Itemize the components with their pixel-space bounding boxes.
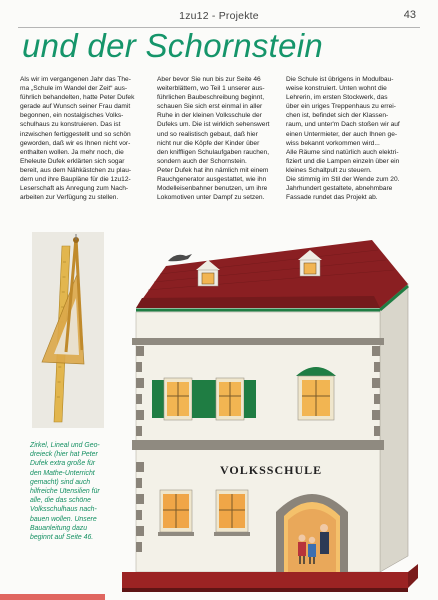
page-bottom-edge	[0, 594, 438, 600]
side-wall	[380, 284, 408, 572]
school-house-photo	[112, 226, 426, 596]
page-header-title: 1zu12 - Projekte	[179, 10, 259, 22]
ground-window-right	[214, 490, 250, 536]
text-column-1	[20, 75, 148, 202]
text-column-3	[286, 75, 414, 202]
middle-cornice	[132, 440, 384, 450]
photo-caption: Zirkel, Lineal und Geo- dreieck (hier hat Peter Dufek extra große für den Mathe-Unterricht gemacht) sind auch hilfreiche Utensilien für alle, die das schöne Volksschulhaus nach- bauen wollen. Unsere Bauanleitung dazu beginnt auf Seite 46.	[30, 442, 100, 542]
paragraph-1: Als wir im vergangenen Jahr das The- ma „Schule im Wandel der Zeit“ aus- führlich behandelten, hatte Peter Dufek gerade auf Wunsch seiner Frau damit begonnen, ein nostalgisches Volks- schulhaus zu konstruieren. Das ist inzwischen fertiggestellt und so schön geworden, daß wir es Ihnen nicht vor- enthalten wollen. Ja mehr noch, die Eheleute Dufek erklärten sich sogar bereit, aus dem Nähkästchen zu plau- dern und ihre Baupläne für die 1zu12- Leserschaft als Anregung zum Nach- arbeiten zur Verfügung zu stellen.	[20, 76, 135, 202]
paragraph-2: Aber bevor Sie nun bis zur Seite 46 weiterblättern, wo Teil 1 unserer aus- führlichen Baubeschreibung beginnt, schauen Sie sich erst einmal in aller Ruhe in der kleinen Volksschule der Dufeks um. Die ist wirklich sehenswert und so realistisch gebaut, daß hier nicht nur die Köpfe der Kinder über den kniffligen Schulaufgaben rauchen, sondern auch der Schornstein. Peter Dufek hat ihn nämlich mit einem Rauchgenerator ausgestattet, wie ihn Modelleisenbahner benutzen, um ihre Lokomotiven unter Dampf zu setzen.	[157, 76, 270, 202]
school-sign: VOLKSSCHULE	[220, 463, 323, 477]
paragraph-3: Die Schule ist übrigens in Modulbau- weise konstruiert. Unten wohnt die Lehrerin, im ersten Stockwerk, das über ein uriges Treppenhaus zu errei- chen ist, befindet sich der Klassen- raum, und unter'm Dach stoßen wir auf einen Untermieter, der auch Ihnen ge- wiss bekannt vorkommen wird... Alle Räume sind natürlich auch elektri- fiziert und die Lampen einzeln über ein kleines Schaltpult zu steuern. Die stimmig im Stil der Wende zum 20. Jahrhundert gestaltete, abnehmbare Fassade rundet das Projekt ab.	[286, 76, 400, 202]
article-headline: und der Schornstein	[22, 27, 324, 64]
model-base	[122, 572, 408, 588]
roof	[136, 240, 408, 310]
upper-window-left	[152, 378, 204, 420]
tools-photo	[32, 232, 104, 428]
upper-window-middle	[204, 378, 256, 420]
roof-bird-icon	[168, 254, 192, 261]
text-column-2	[157, 75, 285, 202]
teacher-figure-icon	[320, 524, 329, 554]
arched-entrance	[276, 494, 348, 572]
ground-window-left	[158, 490, 194, 536]
page-number: 43	[403, 9, 416, 21]
upper-cornice	[132, 338, 384, 345]
bay-window	[296, 367, 336, 420]
